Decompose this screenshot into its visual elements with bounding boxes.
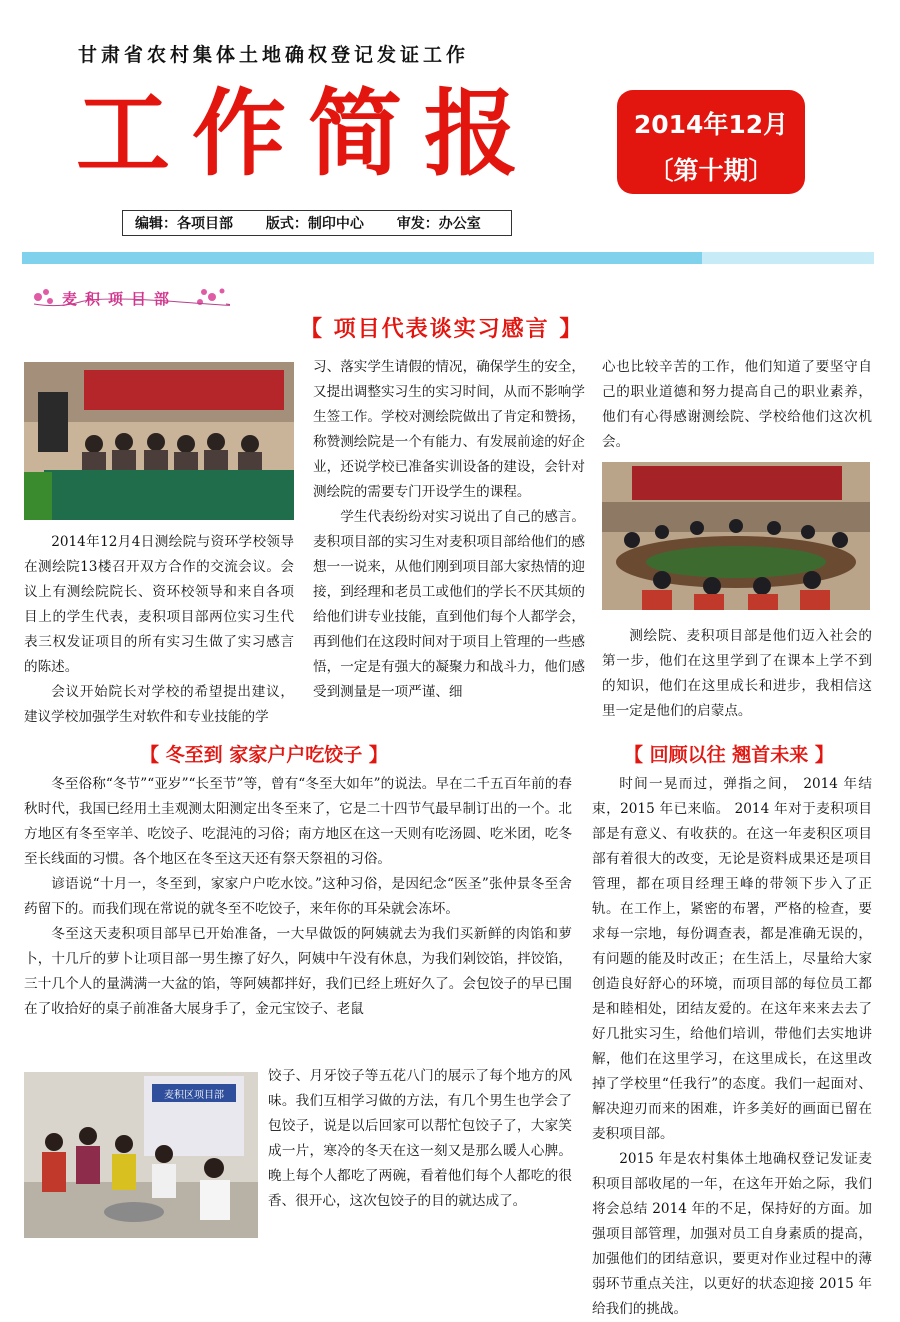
article1-column3-bottom xyxy=(602,624,872,724)
department-label: 麦积项目部 xyxy=(62,292,178,308)
paragraph: 测绘院、麦积项目部是他们迈入社会的第一步，他们在这里学到了在课本上学不到的知识，他们在这里成长和进步，我相信这里一定是他们的启蒙点。 xyxy=(602,628,872,719)
credit-editor: 编辑：各项目部 xyxy=(135,216,233,232)
paragraph: 会议开始院长对学校的希望提出建议，建议学校加强学生对软件和专业技能的学 xyxy=(24,684,294,725)
article2-body xyxy=(24,772,572,1022)
article2-heading: 【 冬至到 家家户户吃饺子 】 xyxy=(140,744,388,766)
issue-date: 2014年12月 xyxy=(633,110,789,139)
paragraph: 谚语说“十月一，冬至到，家家户户吃水饺。”这种习俗，是因纪念“医圣”张仲景冬至舍药留下的。而我们现在常说的就冬至不吃饺子，来年你的耳朵就会冻坏。 xyxy=(24,876,572,917)
paragraph: 2015 年是农村集体土地确权登记发证麦积项目部收尾的一年，在这年开始之际，我们将会总结 2014 年的不足，保持好的方面。加强项目部管理，加强对员工自身素质的提高，加强他们的团结意识，要更对作业过程中的薄弱环节重点关注，以更好的状态迎接 2015 年给我们的挑战。 xyxy=(592,1151,872,1317)
paragraph: 冬至这天麦积项目部早已开始准备，一大早做饭的阿姨就去为我们买新鲜的肉馅和萝卜，十几斤的萝卜让项目部一男生擦了好久，阿姨中午没有休息，为我们剁饺馅，拌饺馅，三十几个人的量满满一大盆的馅，等阿姨都拌好，我们已经上班好久了。会包饺子的早已围在了收拾好的桌子前准备大展身手了，金元宝饺子、老鼠 xyxy=(24,926,572,1017)
banner-text: 麦积区项目部 xyxy=(164,1090,224,1101)
paragraph: 学生代表纷纷对实习说出了自己的感言。麦积项目部的实习生对麦积项目部给他们的感想一一说来，从他们刚到项目部大家热情的迎接，到经理和老员工或他们的学长不厌其烦的给他们讲专业技能，直到他们每个人都学会，再到他们在这段时间对于项目上管理的一些感悟，一定是有强大的凝聚力和战斗力，他们感受到测量是一项严谨、细 xyxy=(313,509,585,700)
paragraph: 时间一晃而过，弹指之间， 2014 年结束，2015 年已来临。 2014 年对于麦积项目部是有意义、有收获的。在这一年麦积区项目部有着很大的改变，无论是资料成果还是项目管理，都在项目经理王峰的带领下步入了正轨。在工作上，紧密的布署，严格的检查，要求每一宗地，每份调查表，都是准确无误的，有问题的能及时改正；在生活上，尽量给大家创造良好舒心的环境，而项目部的每位员工都是和睦相处，团结友爱的。在这年来来去去了好几批实习生，给他们培训，带他们去实地讲解，他们在这里学习，在这里成长，在这里改掉了学校里“任我行”的态度。我们一起面对、解决迎刃而来的困难，许多美好的画面已留在麦积项目部。 xyxy=(592,776,872,1142)
issue-box xyxy=(617,90,805,194)
paragraph: 饺子、月牙饺子等五花八门的展示了每个地方的风味。我们互相学习做的方法，有几个男生也学会了包饺子，说是以后回家可以帮忙包饺子了，大家笑成一片，寒冷的冬天在这一刻又是那么暖人心脾。晚上每个人都吃了两碗，看着他们每个人都吃的很香、很开心，这次包饺子的目的就达成了。 xyxy=(268,1068,572,1209)
header-divider-light xyxy=(702,252,874,264)
article1-column2 xyxy=(313,355,585,705)
paragraph: 心也比较辛苦的工作，他们知道了要坚守自己的职业道德和努力提高自己的职业素养，他们有心得感谢测绘院、学校给他们这次机会。 xyxy=(602,359,872,450)
paragraph: 冬至俗称“冬节”“亚岁”“长至节”等，曾有“冬至大如年”的说法。早在二千五百年前的春秋时代，我国已经用土圭观测太阳测定出冬至来了，它是二十四节气最早制订出的一个。北方地区有冬至宰羊、吃饺子、吃混沌的习俗；南方地区在这一天则有吃汤圆、吃米团，吃冬至长线面的习惯。各个地区在冬至这天还有祭天祭祖的习俗。 xyxy=(24,776,572,867)
credits-box xyxy=(122,210,512,236)
article3-body xyxy=(592,772,872,1322)
issue-number: 〔第十期〕 xyxy=(648,156,774,185)
newsletter-subtitle: 甘肃省农村集体土地确权登记发证工作 xyxy=(78,44,470,66)
credit-layout: 版式：制印中心 xyxy=(265,216,364,232)
meeting-photo-2 xyxy=(602,462,870,610)
article1-heading: 【 项目代表谈实习感言 】 xyxy=(300,317,584,342)
paragraph: 习、落实学生请假的情况，确保学生的安全，又提出调整实习生的实习时间，从而不影响学生签工作。学校对测绘院做出了肯定和赞扬，称赞测绘院是一个有能力、有发展前途的好企业，还说学校已准备实训设备的建设，会针对测绘院的需要专门开设学生的课程。 xyxy=(313,359,585,500)
credit-approver: 审发：办公室 xyxy=(396,216,481,232)
article2-wrap-text xyxy=(268,1064,572,1214)
article1-column1 xyxy=(24,530,294,730)
meeting-photo-1 xyxy=(24,362,294,520)
article1-column3-top xyxy=(602,355,872,455)
article3-heading: 【 回顾以往 翘首未来 】 xyxy=(624,744,834,766)
newsletter-title: 工作简报 xyxy=(76,80,541,189)
paragraph: 2014年12月4日测绘院与资环学校领导在测绘院13楼召开双方合作的交流会议。会议上有测绘院院长、资环校领导和来自各项目上的学生代表，麦积项目部两位实习生代表三权发证项目的所有实习生做了实习感言的陈述。 xyxy=(24,534,294,675)
dumpling-photo xyxy=(24,1072,258,1238)
